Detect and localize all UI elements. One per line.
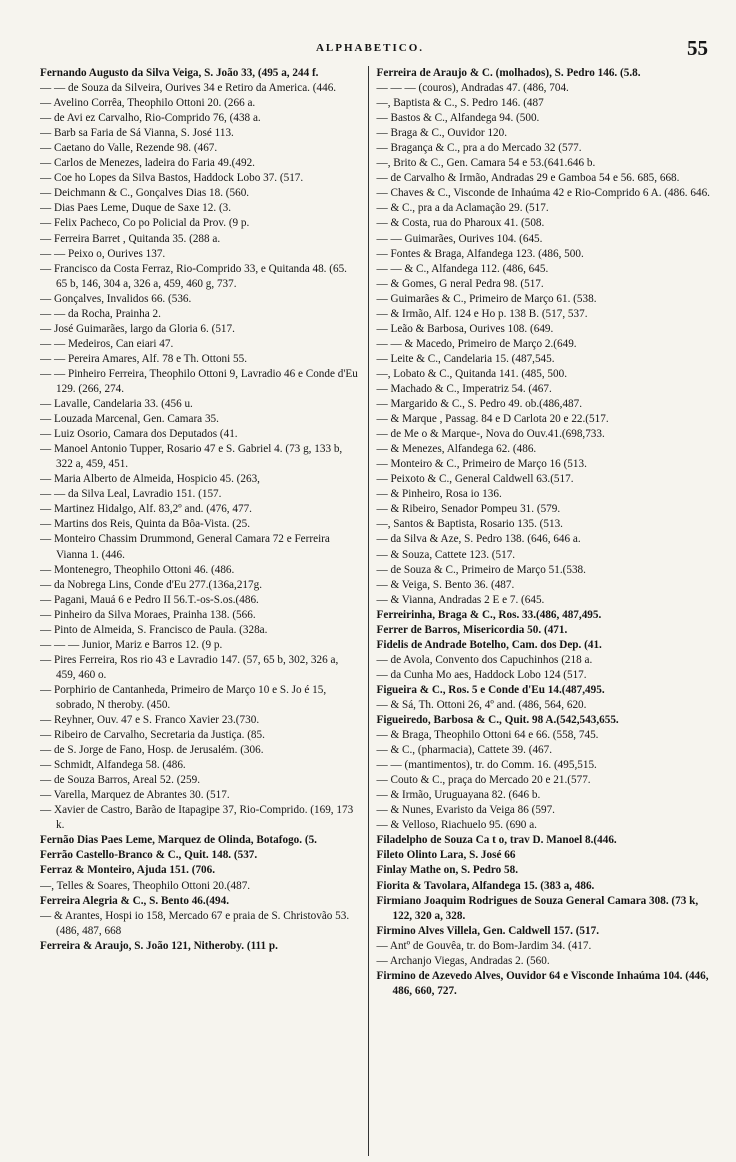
directory-entry: — Manoel Antonio Tupper, Rosario 47 e S. Gabriel 4. (73 g, 133 b, 322 a, 459, 451.	[40, 443, 343, 471]
directory-entry: — — — (couros), Andradas 47. (486, 704.	[376, 82, 569, 95]
page-number: 55	[687, 36, 708, 60]
directory-entry: — — Pereira Amares, Alf. 78 e Th. Ottoni 55.	[40, 352, 248, 365]
directory-entry: — Xavier de Castro, Barão de Itapagipe 37, Rio-Comprido. (169, 173 k.	[40, 804, 354, 832]
directory-entry: — Martinez Hidalgo, Alf. 83,2º and. (476, 477.	[40, 503, 252, 516]
directory-entry: — & Vianna, Andradas 2 E e 7. (645.	[376, 593, 545, 606]
directory-entry: Fiorita & Tavolara, Alfandega 15. (383 a, 486.	[376, 879, 595, 892]
directory-entry: — & Menezes, Alfandega 62. (486.	[376, 443, 537, 456]
directory-entry: — Fontes & Braga, Alfandega 123. (486, 500.	[376, 247, 584, 260]
directory-entry: — Maria Alberto de Almeida, Hospicio 45. (263,	[40, 473, 260, 486]
directory-entry: — Carlos de Menezes, ladeira do Faria 49.(492.	[40, 157, 255, 170]
directory-entry: — de Souza Barros, Areal 52. (259.	[40, 774, 201, 787]
directory-entry: Ferreira Alegria & C., S. Bento 46.(494.	[40, 894, 230, 907]
directory-entry: Fileto Olinto Lara, S. José 66	[376, 849, 516, 862]
directory-entry: — Ribeiro de Carvalho, Secretaria da Justiça. (85.	[40, 729, 265, 742]
directory-entry: — Couto & C., praça do Mercado 20 e 21.(577.	[376, 774, 591, 787]
directory-entry: — & Irmão, Alf. 124 e Ho p. 138 B. (517, 537.	[376, 307, 588, 320]
directory-entry: — Pires Ferreira, Ros rio 43 e Lavradio 147. (57, 65 b, 302, 326 a, 459, 460 o.	[40, 653, 339, 681]
directory-entry: — — Guimarães, Ourives 104. (645.	[376, 232, 543, 245]
directory-entry: — da Silva & Aze, S. Pedro 138. (646, 646 a.	[376, 533, 581, 546]
directory-entry: — Deichmann & C., Gonçalves Dias 18. (560.	[40, 187, 250, 200]
directory-entry: — Chaves & C., Visconde de Inhaúma 42 e Rio-Comprido 6 A. (486. 646.	[376, 187, 710, 200]
right-column	[369, 66, 710, 1156]
directory-entry: — Braga & C., Ouvidor 120.	[376, 127, 508, 140]
directory-entry: — Antº de Gouvêa, tr. do Bom-Jardim 34. (417.	[376, 939, 592, 952]
directory-entry: Filadelpho de Souza Ca t o, trav D. Manoel 8.(446.	[376, 834, 617, 847]
directory-entry: — — Pinheiro Ferreira, Theophilo Ottoni 9, Lavradio 46 e Conde d'Eu 129. (266, 274.	[40, 367, 358, 395]
directory-entry: — Bastos & C., Alfandega 94. (500.	[376, 112, 540, 125]
directory-entry: — Machado & C., Imperatriz 54. (467.	[376, 382, 552, 395]
directory-entry: — Luiz Osorio, Camara dos Deputados (41.	[40, 428, 238, 441]
directory-entry: — Montenegro, Theophilo Ottoni 46. (486.	[40, 563, 235, 576]
directory-entry: — Peixoto & C., General Caldwell 63.(517.	[376, 473, 574, 486]
directory-entry: — Louzada Marcenal, Gen. Camara 35.	[40, 413, 219, 426]
left-column	[40, 66, 369, 1156]
directory-entry: — Margarido & C., S. Pedro 49. ob.(486,487.	[376, 398, 583, 411]
directory-entry: —, Telles & Soares, Theophilo Ottoni 20.(487.	[40, 879, 251, 892]
directory-entry: — & Pinheiro, Rosa io 136.	[376, 488, 502, 501]
directory-entry: — Bragança & C., pra a do Mercado 32 (577.	[376, 142, 582, 155]
directory-entry: — & Nunes, Evaristo da Veiga 86 (597.	[376, 804, 555, 817]
directory-entry: — Pinheiro da Silva Moraes, Prainha 138. (566.	[40, 608, 256, 621]
directory-entry: — Felix Pacheco, Co po Policial da Prov. (9 p.	[40, 217, 250, 230]
directory-entry: — & Marque , Passag. 84 e D Carlota 20 e 22.(517.	[376, 413, 609, 426]
directory-entry: — de Souza & C., Primeiro de Março 51.(538.	[376, 563, 586, 576]
directory-entry: — Martins dos Reis, Quinta da Bôa-Vista. (25.	[40, 518, 250, 531]
directory-entry: — Pinto de Almeida, S. Francisco de Paula. (328a.	[40, 623, 268, 636]
directory-entry: — Barb sa Faria de Sá Vianna, S. José 113.	[40, 127, 234, 140]
directory-entry: — — & Macedo, Primeiro de Março 2.(649.	[376, 337, 577, 350]
directory-entry: —, Santos & Baptista, Rosario 135. (513.	[376, 518, 563, 531]
directory-entry: — Schmidt, Alfandega 58. (486.	[40, 759, 186, 772]
directory-entry: — & Gomes, G neral Pedra 98. (517.	[376, 277, 544, 290]
directory-entry: — — — Junior, Mariz e Barros 12. (9 p.	[40, 638, 223, 651]
directory-entry: — Caetano do Valle, Rezende 98. (467.	[40, 142, 218, 155]
directory-entry: Fernão Dias Paes Leme, Marquez de Olinda, Botafogo. (5.	[40, 834, 317, 847]
directory-entry: —, Brito & C., Gen. Camara 54 e 53.(641.646 b.	[376, 157, 596, 170]
directory-entry: — — da Silva Leal, Lavradio 151. (157.	[40, 488, 222, 501]
directory-entry: — Francisco da Costa Ferraz, Rio-Comprido 33, e Quitanda 48. (65. 65 b, 146, 304 a, 326 a, 459, 460 g, 737.	[40, 262, 347, 290]
directory-entry: — Ferreira Barret , Quitanda 35. (288 a.	[40, 232, 221, 245]
directory-entry: — & C., pra a da Aclamação 29. (517.	[376, 202, 549, 215]
directory-entry: Ferraz & Monteiro, Ajuda 151. (706.	[40, 864, 216, 877]
directory-entry: — & Irmão, Uruguayana 82. (646 b.	[376, 789, 541, 802]
directory-entry: — & Souza, Cattete 123. (517.	[376, 548, 516, 561]
directory-entry: — de Avola, Convento dos Capuchinhos (218 a.	[376, 653, 593, 666]
directory-entry: — — de Souza da Silveira, Ourives 34 e Retiro da America. (446.	[40, 82, 337, 95]
directory-entry: — Dias Paes Leme, Duque de Saxe 12. (3.	[40, 202, 232, 215]
directory-entry: Firmino Alves Villela, Gen. Caldwell 157. (517.	[376, 924, 600, 937]
running-title: ALPHABETICO.	[315, 42, 425, 54]
directory-entry: Ferreirinha, Braga & C., Ros. 33.(486, 487,495.	[376, 608, 602, 621]
directory-entry: Fidelis de Andrade Botelho, Cam. dos Dep. (41.	[376, 638, 602, 651]
directory-entry: — Leão & Barbosa, Ourives 108. (649.	[376, 322, 554, 335]
directory-entry: — — da Rocha, Prainha 2.	[40, 307, 161, 320]
directory-entry: — Guimarães & C., Primeiro de Março 61. (538.	[376, 292, 597, 305]
directory-entry: — Archanjo Viegas, Andradas 2. (560.	[376, 954, 550, 967]
directory-entry: Ferreira & Araujo, S. João 121, Nitheroby. (111 p.	[40, 939, 278, 952]
directory-entry: Ferreira de Araujo & C. (molhados), S. Pedro 146. (5.8.	[376, 67, 641, 79]
directory-entry: — — (mantimentos), tr. do Comm. 16. (495,515.	[376, 759, 597, 772]
directory-entry: — Gonçalves, Invalidos 66. (536.	[40, 292, 192, 305]
directory-entry: — & Velloso, Riachuelo 95. (690 a.	[376, 819, 537, 832]
directory-entry: — de Avi ez Carvalho, Rio-Comprido 76, (438 a.	[40, 112, 261, 125]
directory-entry: — Avelino Corrêa, Theophilo Ottoni 20. (266 a.	[40, 97, 256, 110]
directory-entry: —, Baptista & C., S. Pedro 146. (487	[376, 97, 544, 110]
directory-entry: Figueira & C., Ros. 5 e Conde d'Eu 14.(487,495.	[376, 683, 605, 696]
directory-entry: Figueiredo, Barbosa & C., Quit. 98 A.(542,543,655.	[376, 714, 619, 727]
directory-entry: — Reyhner, Ouv. 47 e S. Franco Xavier 23.(730.	[40, 714, 260, 727]
directory-entry: — & Costa, rua do Pharoux 41. (508.	[376, 217, 545, 230]
directory-entry: Firmino de Azevedo Alves, Ouvidor 64 e Visconde Inhaúma 104. (446, 486, 660, 727.	[376, 969, 709, 997]
directory-entry: Ferrer de Barros, Misericordia 50. (471.	[376, 623, 568, 636]
directory-entry: — de Me o & Marque-, Nova do Ouv.41.(698,733.	[376, 428, 605, 441]
directory-entry: — — Medeiros, Can eiari 47.	[40, 337, 174, 350]
directory-entry: — da Cunha Mo aes, Haddock Lobo 124 (517.	[376, 668, 587, 681]
directory-entry: Ferrão Castello-Branco & C., Quit. 148. (537.	[40, 849, 258, 862]
directory-entry: — Monteiro & C., Primeiro de Março 16 (513.	[376, 458, 587, 471]
directory-entry: — Pagani, Mauá 6 e Pedro II 56.T.-os-S.os.(486.	[40, 593, 259, 606]
directory-entry: — & Veiga, S. Bento 36. (487.	[376, 578, 515, 591]
directory-entry: Finlay Mathe on, S. Pedro 58.	[376, 864, 519, 877]
directory-entry: — & Ribeiro, Senador Pompeu 31. (579.	[376, 503, 561, 516]
directory-entry: — — & C., Alfandega 112. (486, 645.	[376, 262, 549, 275]
directory-entry: — Porphirio de Cantanheda, Primeiro de Março 10 e S. Jo é 15, sobrado, N theroby. (450.	[40, 683, 327, 711]
directory-entry: — de Carvalho & Irmão, Andradas 29 e Gamboa 54 e 56. 685, 668.	[376, 172, 680, 185]
directory-entry: Firmiano Joaquim Rodrigues de Souza General Camara 308. (73 k, 122, 320 a, 328.	[376, 894, 699, 922]
page-header	[40, 36, 708, 64]
directory-entry: — — Peixo o, Ourives 137.	[40, 247, 166, 260]
directory-columns	[40, 66, 710, 1156]
directory-entry: — & C., (pharmacia), Cattete 39. (467.	[376, 744, 553, 757]
directory-entry: —, Lobato & C., Quitanda 141. (485, 500.	[376, 367, 567, 380]
directory-entry: — & Sá, Th. Ottoni 26, 4º and. (486, 564, 620.	[376, 698, 587, 711]
directory-entry: — & Arantes, Hospi io 158, Mercado 67 e praia de S. Christovão 53. (486, 487, 668	[40, 909, 350, 937]
directory-entry: — José Guimarães, largo da Gloria 6. (517.	[40, 322, 235, 335]
directory-entry: — Coe ho Lopes da Silva Bastos, Haddock Lobo 37. (517.	[40, 172, 304, 185]
directory-entry: — Leite & C., Candelaria 15. (487,545.	[376, 352, 555, 365]
directory-entry: — da Nobrega Lins, Conde d'Eu 277.(136a,217g.	[40, 578, 262, 591]
directory-entry: — Lavalle, Candelaria 33. (456 u.	[40, 398, 193, 411]
directory-entry: — de S. Jorge de Fano, Hosp. de Jerusalém. (306.	[40, 744, 264, 757]
directory-entry: — & Braga, Theophilo Ottoni 64 e 66. (558, 745.	[376, 729, 599, 742]
directory-entry: Fernando Augusto da Silva Veiga, S. João 33, (495 a, 244 f.	[40, 67, 319, 79]
directory-entry: — Varella, Marquez de Abrantes 30. (517.	[40, 789, 230, 802]
directory-entry: — Monteiro Chassim Drummond, General Camara 72 e Ferreira Vianna 1. (446.	[40, 533, 330, 561]
